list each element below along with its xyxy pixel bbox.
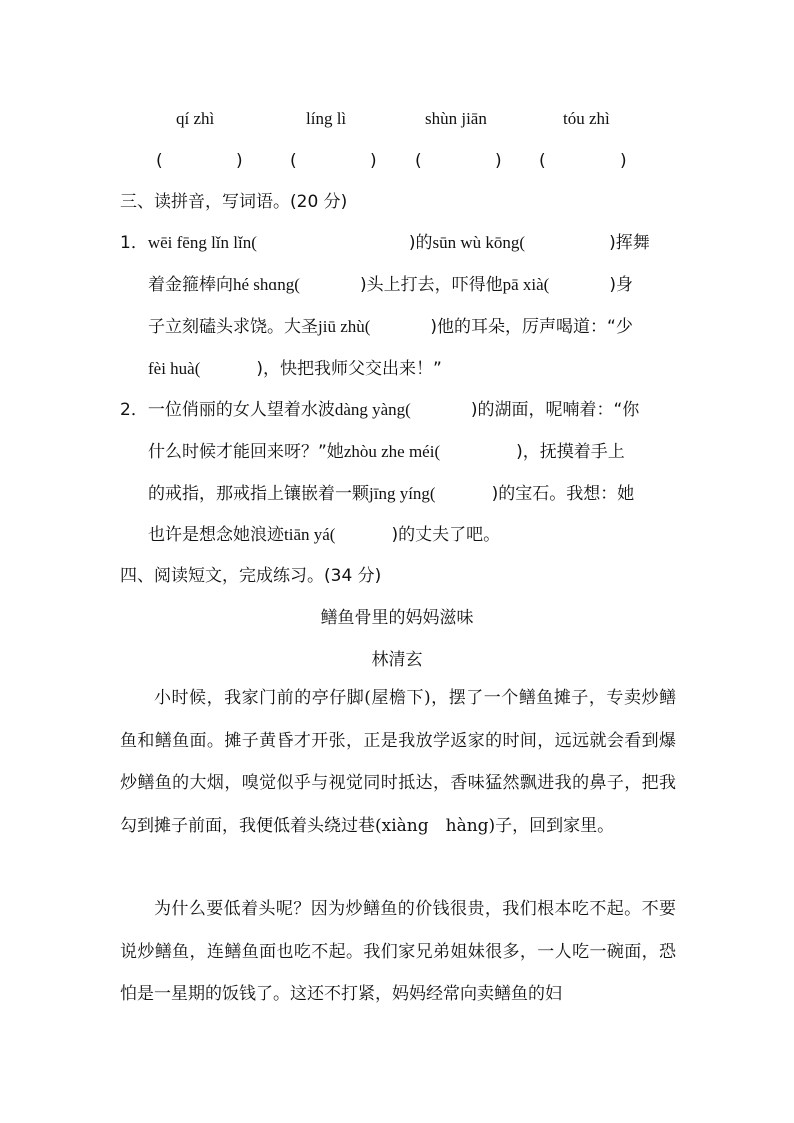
question-number: 2．: [120, 400, 148, 420]
question-2-line-4: [148, 523, 500, 547]
pinyin-prompt: pā xià(: [502, 275, 550, 294]
sentence-text: 着金箍棒向: [148, 275, 233, 295]
pinyin-word: líng lì: [306, 109, 347, 128]
sentence-text: )的宝石。我想：她: [491, 484, 635, 504]
pinyin-prompt: fèi huà(: [148, 359, 201, 378]
blank-open-paren: (: [415, 151, 422, 171]
pinyin-prompt: hé shɑng(: [233, 275, 300, 294]
sentence-text: 一位俏丽的女人望着水波: [147, 400, 335, 420]
question-1-line-4: [148, 357, 442, 381]
sentence-text: )的丈夫了吧。: [391, 525, 501, 545]
sentence-text: )他的耳朵，厉声喝道：“少: [430, 317, 633, 337]
sentence-text: )，快把我师父交出来！”: [256, 359, 442, 379]
article-title: 鳝鱼骨里的妈妈滋味: [320, 608, 474, 628]
blank-open-paren: (: [156, 151, 163, 171]
pinyin-prompt: tiān yá(: [284, 525, 336, 544]
pinyin-prompt: jiū zhù(: [318, 317, 371, 336]
question-1-line-2: [148, 273, 633, 297]
question-2-line-2: [148, 440, 625, 464]
blank-open-paren: (: [290, 151, 297, 171]
blank-close-paren: ): [495, 151, 502, 171]
question-2-line-1: [120, 398, 639, 422]
sentence-text: 什么时候才能回来呀？”她: [148, 442, 344, 462]
blank-close-paren: ): [370, 151, 377, 171]
question-2-line-3: [148, 482, 634, 506]
pinyin-word: qí zhì: [176, 109, 215, 128]
sentence-text: 子立刻磕头求饶。大圣: [148, 317, 318, 337]
sentence-text: )头上打去，吓得他: [359, 275, 503, 295]
question-1-line-1: [120, 231, 650, 255]
pinyin-prompt: sūn wù kōng(: [432, 233, 526, 252]
pinyin-prompt: dàng yàng(: [334, 400, 411, 419]
blank-close-paren: ): [620, 151, 627, 171]
sentence-text: )身: [609, 275, 633, 295]
section-3-heading: 三、读拼音，写词语。(20 分): [120, 192, 348, 212]
pinyin-prompt: wēi fēng lǐn lǐn(: [147, 233, 257, 252]
article-paragraph-1: 小时候，我家门前的亭仔脚(屋檐下)，摆了一个鳝鱼摊子，专卖炒鳝鱼和鳝鱼面。摊子黄昏才开张，正是我放学返家的时间，远远就会看到爆炒鳝鱼的大烟，嗅觉似乎与视觉同时抵达，香味猛然飘进我的鼻子，把我勾到摊子前面，我便低着头绕过巷(xiàng hàng)子，回到家里。: [120, 688, 676, 836]
sentence-text: )挥舞: [609, 233, 650, 253]
blank-open-paren: (: [539, 151, 546, 171]
article-paragraph-2: 为什么要低着头呢？因为炒鳝鱼的价钱很贵，我们根本吃不起。不要说炒鳝鱼，连鳝鱼面也吃不起。我们家兄弟姐妹很多，一人吃一碗面，恐怕是一星期的饭钱了。这还不打紧，妈妈经常向卖鳝鱼的妇: [120, 899, 676, 1004]
sentence-text: )的: [408, 233, 433, 253]
sentence-text: 的戒指，那戒指上镶嵌着一颗: [148, 484, 369, 504]
pinyin-word: shùn jiān: [425, 109, 487, 128]
article-author: 林清玄: [371, 650, 423, 670]
sentence-text: 也许是想念她浪迹: [148, 525, 284, 545]
question-number: 1．: [120, 233, 148, 253]
blank-close-paren: ): [236, 151, 243, 171]
pinyin-prompt: zhòu zhe méi(: [343, 442, 441, 461]
sentence-text: )的湖面，呢喃着：“你: [470, 400, 640, 420]
section-4-heading: 四、阅读短文，完成练习。(34 分): [120, 566, 382, 586]
pinyin-prompt: jīng yíng(: [369, 484, 436, 503]
sentence-text: )，抚摸着手上: [516, 442, 625, 462]
pinyin-word: tóu zhì: [563, 109, 610, 128]
question-1-line-3: [148, 315, 633, 339]
